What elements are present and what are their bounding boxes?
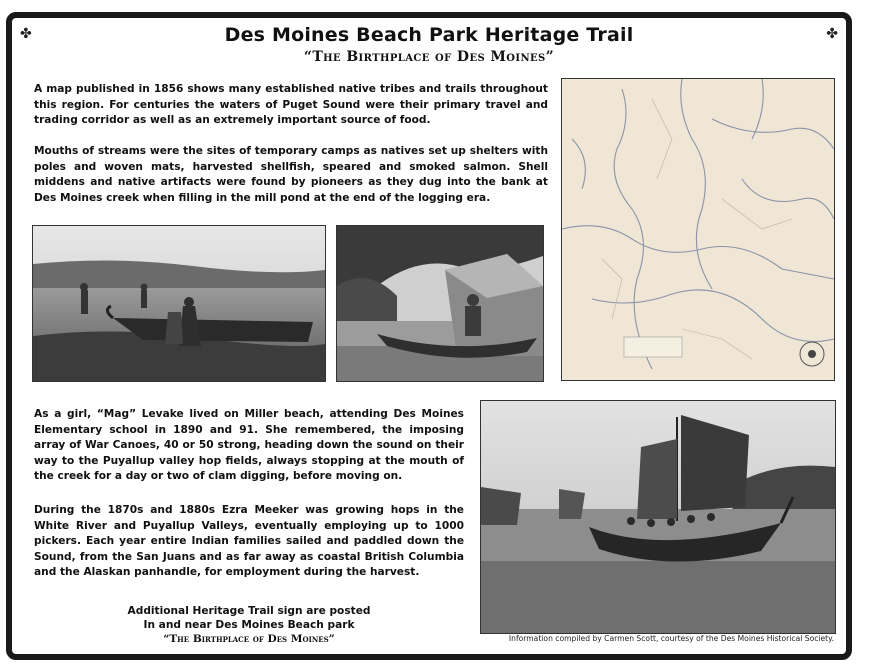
photo-shelter-canoe [336,225,544,382]
corner-ornament-icon: ✤ [826,26,838,42]
map-washington-territory [561,78,835,381]
heritage-sign [6,12,852,660]
paragraph-1856-map: A map published in 1856 shows many established native tribes and trails throughout this region. For centuries the waters of Puget Sound were their primary travel and trading corridor as well as an extremely important source of food. [34,83,548,126]
sign-title: Des Moines Beach Park Heritage Trail [224,24,634,46]
photo-credit-caption: Information compiled by Carmen Scott, courtesy of the Des Moines Historical Society. [508,634,834,643]
photo-beach-canoe [32,225,326,382]
sign-subtitle: “The Birthplace of Des Moines” [303,49,555,65]
paragraph-mag-levake: As a girl, “Mag” Levake lived on Miller beach, attending Des Moines Elementary school in 1890 and 91. She remembered, the imposing array of War Canoes, 40 or 50 strong, heading down the sound on their way to the Puyallup valley hop fields, always stopping at the mouth of the creek for a day or two of clam digging, before moving on. [34,408,464,482]
additional-signs-note [34,604,464,646]
paragraph-ezra-meeker: During the 1870s and 1880s Ezra Meeker was growing hops in the White River and Puyallup Valleys, eventually employing up to 1000 pickers. Each year entire Indian families sailed and paddled down the Sound, from the San Juans and as far away as coastal British Columbia and the Alaskan panhandle, for employment during the harvest. [34,504,464,578]
paragraph-stream-camps: Mouths of streams were the sites of temporary camps as natives set up shelters with poles and woven mats, harvested shellfish, speared and smoked salmon. Shell middens and native artifacts were found by pioneers as they dug into the bank at Des Moines creek when filling in the mill pond at the end of the logging era. [34,145,548,204]
photo-war-canoes [480,400,836,634]
footer-line: Additional Heritage Trail sign are posted [127,605,371,617]
footer-line: In and near Des Moines Beach park [143,619,355,631]
corner-ornament-icon: ✤ [20,26,32,42]
footer-line: “The Birthplace of Des Moines” [163,633,335,645]
